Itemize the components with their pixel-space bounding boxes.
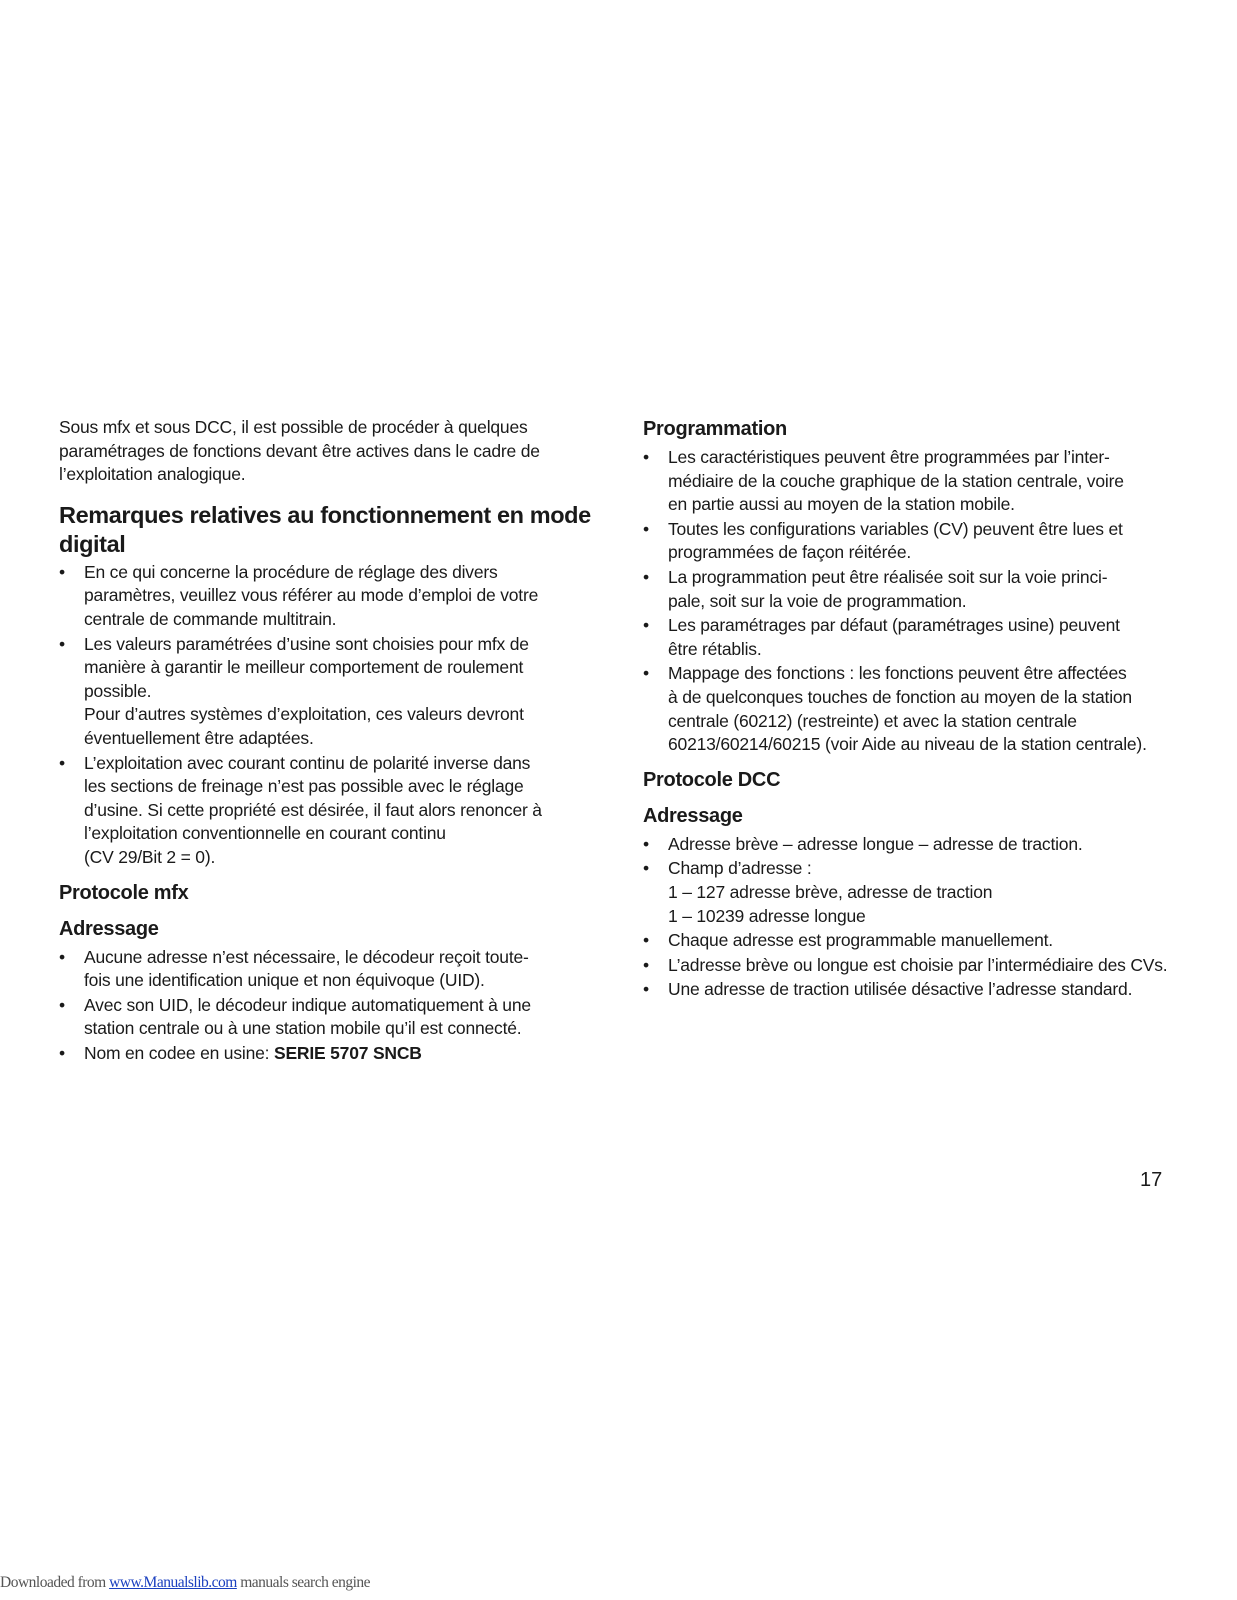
bullet-icon: • [643,566,649,587]
factory-name-value: SERIE 5707 SNCB [273,1042,422,1063]
bullet-icon: • [59,1042,65,1063]
list-item: • Chaque adresse est programmable manuellement. [643,929,1191,953]
factory-name-label: Nom en codee en usine: [84,1042,274,1063]
list-item: • L’exploitation avec courant continu de polarité inverse dans les sections de freinage n’est pas possible avec le réglage d’usine. Si cette propriété est désirée, il faut alors renoncer à l’exploitation conventionnelle en courant continu (CV 29/Bit 2 = 0). [59,752,542,867]
programming-heading: Programmation [643,418,787,440]
manualslib-link[interactable]: www.Manualslib.com [109,1574,237,1591]
bullet-icon: • [643,663,649,684]
dcc-protocol-heading: Protocole DCC [643,768,781,791]
page-number: 17 [1140,1169,1163,1191]
list-item: • Les paramétrages par défaut (paramétrages usine) peuvent être rétablis. [643,615,1120,659]
list-item: • Aucune adresse n’est nécessaire, le décodeur reçoit toute- fois une identification unique et non équivoque (UID). [59,946,529,991]
list-item [59,1042,591,1066]
bullet-icon: • [643,930,649,951]
footer-suffix: manuals search engine [236,1574,371,1591]
bullet-icon: • [59,561,65,582]
bullet-icon: • [643,833,649,854]
list-item: • Les valeurs paramétrées d’usine sont choisies pour mfx de manière à garantir le meilleur comportement de roulement possible. Pour d’autres systèmes d’exploitation, ces valeurs devront éventuellement être adaptées. [59,633,529,748]
left-column [59,416,591,1066]
download-footer [0,1574,370,1592]
bullet-icon: • [643,615,649,636]
mfx-protocol-heading: Protocole mfx [59,881,189,904]
intro-line: l’exploitation analogique. [59,464,246,485]
remarks-list [59,561,591,870]
mfx-addressing-list [59,946,591,1066]
bullet-icon: • [59,752,65,773]
intro-paragraph [59,416,591,487]
right-column [643,416,1191,1003]
list-item: • Champ d’adresse : 1 – 127 adresse brève, adresse de traction 1 – 10239 adresse longue [643,858,993,926]
bullet-icon: • [643,518,649,539]
list-item: • L’adresse brève ou longue est choisie par l’intermédiaire des CVs. [643,954,1191,978]
dcc-addressing-list [643,833,1191,1002]
list-item: • Les caractéristiques peuvent être programmées par l’inter- médiaire de la couche graphique de la station centrale, voire en partie aussi au moyen de la station mobile. [643,447,1124,515]
list-item: • Adresse brève – adresse longue – adresse de traction. [643,833,1191,857]
intro-line: Sous mfx et sous DCC, il est possible de procéder à quelques [59,417,528,437]
bullet-icon: • [643,954,649,975]
bullet-icon: • [59,994,65,1015]
bullet-icon: • [643,858,649,879]
mfx-addressing-heading: Adressage [59,917,159,940]
list-item: • Toutes les configurations variables (CV) peuvent être lues et programmées de façon réitérée. [643,518,1123,563]
digital-mode-heading: Remarques relatives au fonctionnement en mode digital [59,501,591,557]
intro-line: paramétrages de fonctions devant être actives dans le cadre de [59,440,540,461]
programming-list [643,446,1191,757]
footer-prefix: Downloaded from [0,1574,110,1591]
dcc-addressing-heading: Adressage [643,804,743,827]
list-item: • Une adresse de traction utilisée désactive l’adresse standard. [643,978,1191,1002]
list-item: • Mappage des fonctions : les fonctions peuvent être affectées à de quelconques touches de fonction au moyen de la station centrale (60212) (restreinte) et avec la station centrale 60213/60214/60215 (voir Aide au niveau de la station centrale). [643,663,1147,755]
list-item: • Avec son UID, le décodeur indique automatiquement à une station centrale ou à une station mobile qu’il est connecté. [59,994,531,1039]
list-item: • La programmation peut être réalisée soit sur la voie princi- pale, soit sur la voie de programmation. [643,566,1108,611]
bullet-icon: • [643,447,649,467]
bullet-icon: • [643,979,649,1000]
list-item: • En ce qui concerne la procédure de réglage des divers paramètres, veuillez vous référer au mode d’emploi de votre centrale de commande multitrain. [59,561,539,629]
bullet-icon: • [59,633,65,654]
bullet-icon: • [59,946,65,967]
